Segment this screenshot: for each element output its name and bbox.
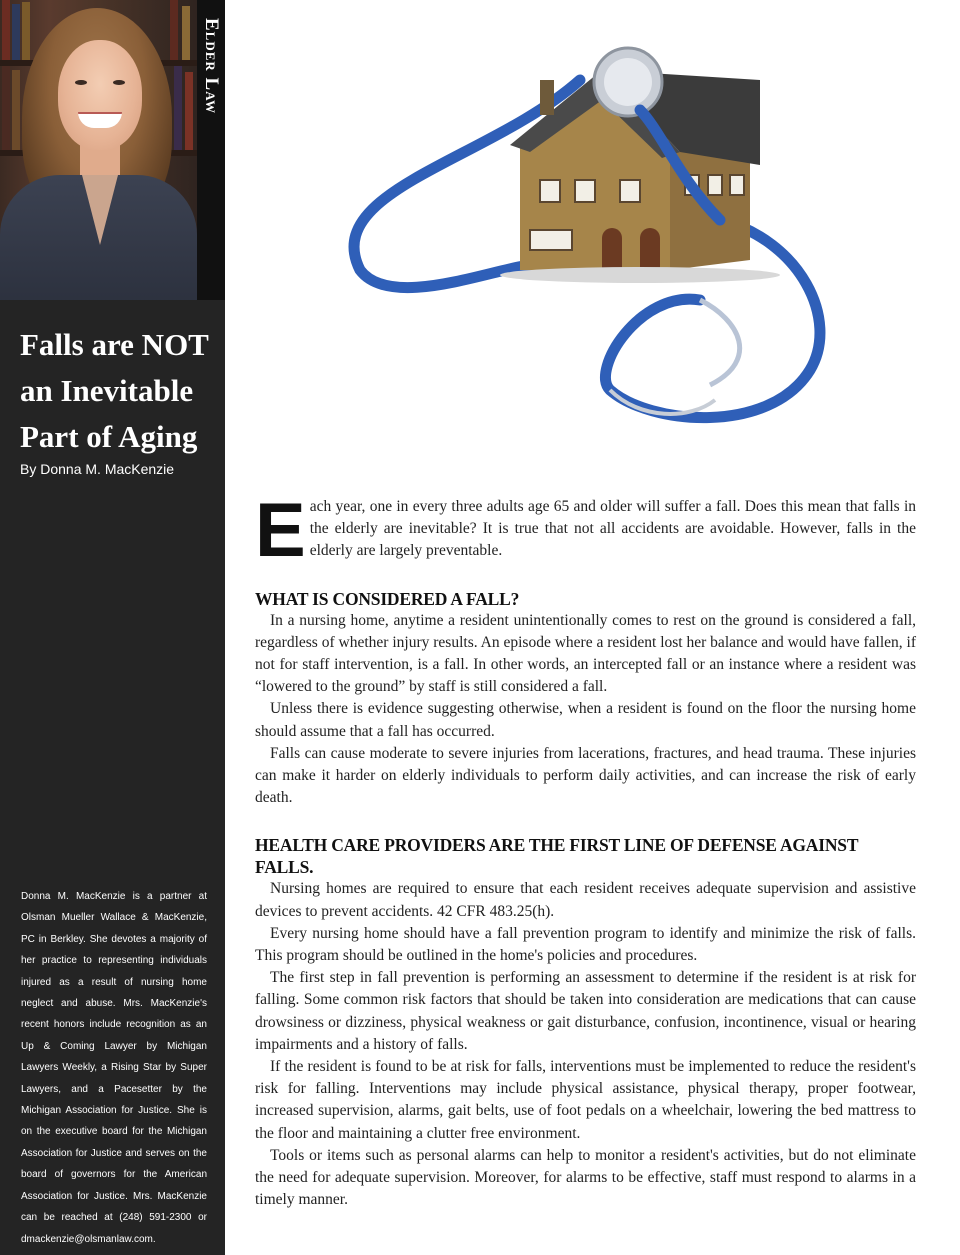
title-line-2: an Inevitable bbox=[20, 373, 194, 408]
paragraph: Tools or items such as personal alarms can help to monitor a resident's activities, but do not eliminate the need for adequate supervision. Moreover, for alarms to be effective, staff must respond to alarms in a timely manner. bbox=[255, 1146, 916, 1209]
drop-cap: E bbox=[255, 488, 306, 573]
paragraph: Falls can cause moderate to severe injuries from lacerations, fractures, and head trauma. These injuries can make it harder on elderly individuals to perform daily activities, and can increase the risk of early death. bbox=[255, 744, 916, 807]
paragraph: Nursing homes are required to ensure that each resident receives adequate supervision and assistive devices to prevent accidents. 42 CFR 483.25(h). bbox=[255, 880, 916, 920]
article-title bbox=[20, 322, 220, 460]
title-line-1: Falls are NOT bbox=[20, 327, 209, 362]
heading-what-is-a-fall: WHAT IS CONSIDERED A FALL? bbox=[255, 588, 520, 609]
lead-paragraph bbox=[255, 488, 916, 573]
sidebar bbox=[0, 0, 225, 1255]
heading-health-care-providers: HEALTH CARE PROVIDERS ARE THE FIRST LINE OF DEFENSE AGAINST FALLS. bbox=[255, 835, 858, 878]
section-label-text: Elder Law bbox=[201, 18, 222, 115]
paragraph: In a nursing home, anytime a resident unintentionally comes to rest on the ground is considered a fall, regardless of whether injury results. An episode where a resident lost her balance and would have fallen, if not for staff intervention, is a fall. In other words, an intercepted fall or an instance where a resident was “lowered to the ground” by staff is still considered a fall. bbox=[255, 611, 916, 696]
section-label bbox=[197, 0, 225, 300]
paragraph: If the resident is found to be at risk for falls, interventions must be implemented to reduce the resident's risk for falling. Interventions may include physical assistance, physical therapy, proper footwear, increased supervision, alarms, gait belts, use of foot pedals on a wheelchair, lowering the bed mattress to the floor and maintaining a clutter free environment. bbox=[255, 1058, 916, 1142]
paragraph: The first step in fall prevention is performing an assessment to determine if the resident is at risk for falling. Some common risk factors that should be taken into consideration are medications that can cause drowsiness or dizziness, physical weakness or gait disturbance, confusion, incontinence, visual or hearing impairments and a history of falls. bbox=[255, 969, 916, 1053]
lead-text: ach year, one in every three adults age 65 and older will suffer a fall. Does this mean that falls in the elderly are inevitable? It is true that not all accidents are avoidable. However, falls in the elderly are largely preventable. bbox=[309, 498, 916, 560]
paragraph: Every nursing home should have a fall prevention program to identify and minimize the risk of falls. This program should be outlined in the home's policies and procedures. bbox=[255, 924, 916, 965]
paragraph: Unless there is evidence suggesting otherwise, when a resident is found on the floor the nursing home should assume that a fall has occurred. bbox=[255, 700, 916, 740]
author-photo bbox=[0, 0, 197, 300]
byline: By Donna M. MacKenzie bbox=[20, 461, 175, 477]
author-bio: Donna M. MacKenzie is a partner at Olsman Mueller Wallace & MacKenzie, PC in Berkley. She devotes a majority of her practice to representing individuals injured as a result of nursing home neglect and abuse. Mrs. MacKenzie's recent honors include recognition as an Up & Coming Lawyer by Michigan Lawyers Weekly, a Rising Star by Super Lawyers, and a Pacesetter by the Michigan Association for Justice. She is on the executive board for the Michigan Association for Justice and serves on the board of governors for the American Association for Justice. Mrs. MacKenzie can be reached at (248) 591-2300 or dmackenzie@olsmanlaw.com. bbox=[21, 891, 207, 1245]
article-body bbox=[255, 488, 916, 1211]
title-line-3: Part of Aging bbox=[20, 419, 198, 454]
house-stethoscope-illustration bbox=[340, 40, 860, 440]
